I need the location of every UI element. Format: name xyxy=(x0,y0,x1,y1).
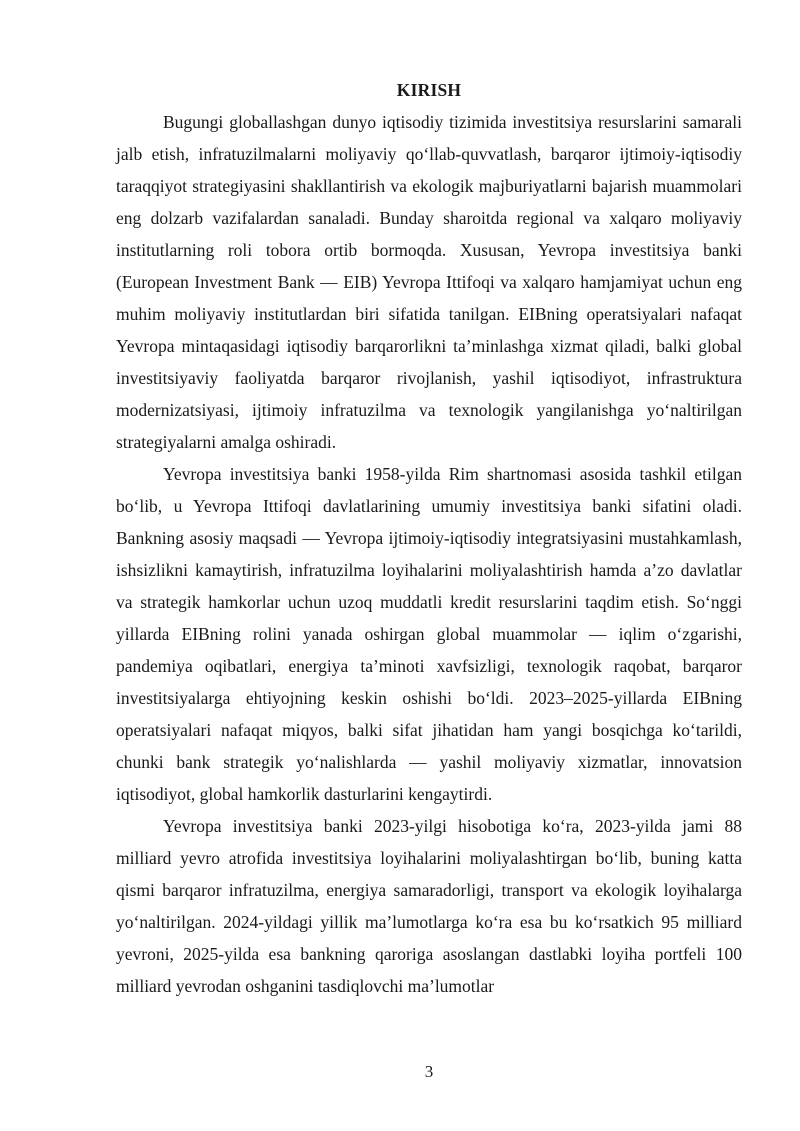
paragraph-3: Yevropa investitsiya banki 2023-yilgi hisobotiga ko‘ra, 2023-yilda jami 88 milliard yevro atrofida investitsiya loyihalarini moliyalashtirgan bo‘lib, buning katta qismi barqaror infratuzilma, energiya samaradorligi, transport va ekologik loyihalarga yo‘naltirilgan. 2024-yildagi yillik ma’lumotlarga ko‘ra esa bu ko‘rsatkich 95 milliard yevroni, 2025-yilda esa bankning qaroriga asoslangan dastlabki loyiha portfeli 100 milliard yevrodan oshganini tasdiqlovchi ma’lumotlar xyxy=(116,816,742,996)
page-number: 3 xyxy=(424,1062,434,1081)
paragraph-1: Bugungi globallashgan dunyo iqtisodiy tizimida investitsiya resurslarini samarali jalb etish, infratuzilmalarni moliyaviy qo‘llab-quvvatlash, barqaror ijtimoiy-iqtisodiy taraqqiyot strategiyasini shakllantirish va ekologik majburiyatlarni bajarish muammolari eng dolzarb vazifalardan sanaladi. Bunday sharoitda regional va xalqaro moliyaviy institutlarning roli tobora ortib bormoqda. Xususan, Yevropa investitsiya banki (European Investment Bank — EIB) Yevropa Ittifoqi va xalqaro hamjamiyat uchun eng muhim moliyaviy institutlardan biri sifatida tanilgan. EIBning operatsiyalari nafaqat Yevropa mintaqasidagi iqtisodiy barqarorlikni ta’minlashga xizmat qiladi, balki global investitsiyaviy faoliyatda barqaror rivojlanish, yashil iqtisodiyot, infrastruktura modernizatsiyasi, ijtimoiy infratuzilma va texnologik yangilanishga yo‘naltirilgan strategiyalarni amalga oshiradi. xyxy=(116,112,742,452)
section-heading: KIRISH xyxy=(396,80,462,100)
paragraph-2: Yevropa investitsiya banki 1958-yilda Rim shartnomasi asosida tashkil etilgan bo‘lib, u Yevropa Ittifoqi davlatlarining umumiy investitsiya banki sifatini oladi. Bankning asosiy maqsadi — Yevropa ijtimoiy-iqtisodiy integratsiyasini mustahkamlash, ishsizlikni kamaytirish, infratuzilma loyihalarini moliyalashtirish hamda a’zo davlatlar va strategik hamkorlar uchun uzoq muddatli kredit resurslarini taqdim etish. So‘nggi yillarda EIBning rolini yanada oshirgan global muammolar — iqlim o‘zgarishi, pandemiya oqibatlari, energiya ta’minoti xavfsizligi, texnologik raqobat, barqaror investitsiyalarga ehtiyojning keskin oshishi bo‘ldi. 2023–2025-yillarda EIBning operatsiyalari nafaqat miqyos, balki sifat jihatidan ham yangi bosqichga ko‘tarildi, chunki bank strategik yo‘nalishlarda — yashil moliyaviy xizmatlar, innovatsion iqtisodiyot, global hamkorlik dasturlarini kengaytirdi. xyxy=(116,464,742,804)
